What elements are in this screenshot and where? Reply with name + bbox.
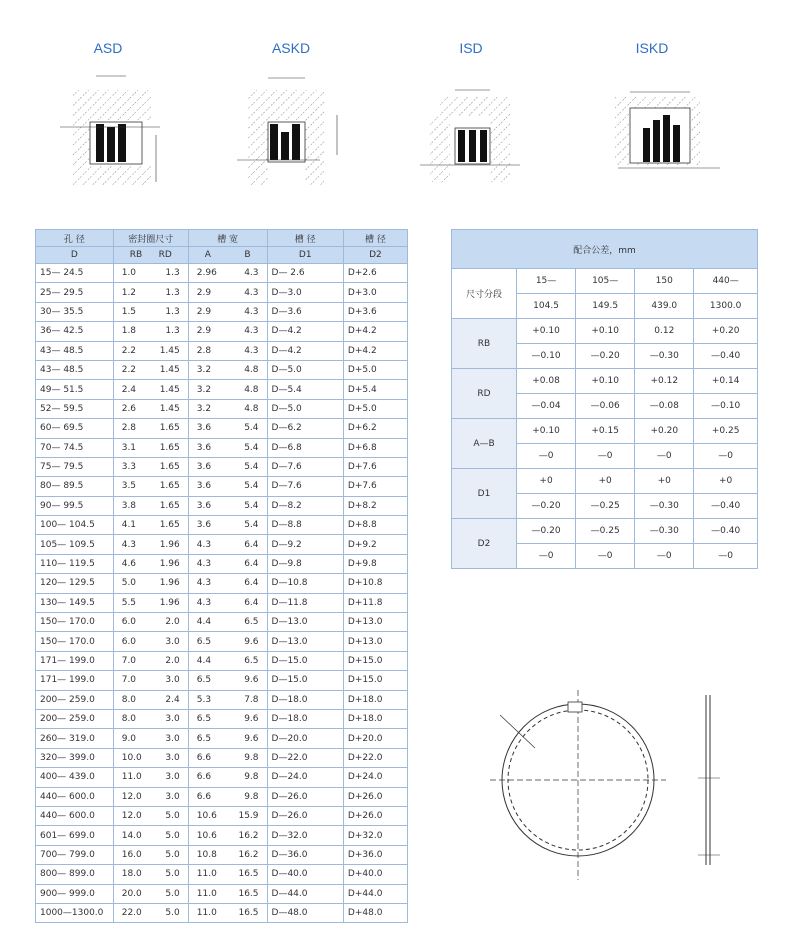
cell-seal: 8.0 2.4 xyxy=(113,690,188,709)
cell-d1: D—8.8 xyxy=(267,516,343,535)
cell-hole: 440— 600.0 xyxy=(36,787,114,806)
ring-side-view xyxy=(696,690,726,890)
tolerance-upper: +0.20 xyxy=(635,419,694,444)
cell-groove-width: 11.0 16.5 xyxy=(188,903,267,922)
table-row xyxy=(36,748,408,767)
cell-hole: 150— 170.0 xyxy=(36,613,114,632)
table-row xyxy=(36,535,408,554)
cell-groove-width: 6.6 9.8 xyxy=(188,768,267,787)
tolerance-lower: —0 xyxy=(694,444,758,469)
cell-seal: 16.0 5.0 xyxy=(113,845,188,864)
cell-seal: 12.0 3.0 xyxy=(113,787,188,806)
tolerance-upper: +0.10 xyxy=(576,319,635,344)
cell-hole: 200— 259.0 xyxy=(36,709,114,728)
tolerance-lower: —0 xyxy=(517,544,576,569)
cell-d1: D—3.0 xyxy=(267,283,343,302)
cell-hole: 43— 48.5 xyxy=(36,341,114,360)
cell-groove-width: 3.2 4.8 xyxy=(188,399,267,418)
cell-hole: 171— 199.0 xyxy=(36,671,114,690)
cell-d1: D—26.0 xyxy=(267,787,343,806)
cell-d2: D+13.0 xyxy=(343,632,407,651)
tolerance-upper: +0.20 xyxy=(694,319,758,344)
size-range-label: 尺寸分段 xyxy=(452,269,517,319)
table-row xyxy=(36,709,408,728)
ring-diagram xyxy=(480,680,710,900)
tolerance-upper: +0.14 xyxy=(694,369,758,394)
cell-hole: 80— 89.5 xyxy=(36,477,114,496)
tolerance-upper: —0.30 xyxy=(635,519,694,544)
cell-seal: 5.0 1.96 xyxy=(113,574,188,593)
cell-d1: D—4.2 xyxy=(267,341,343,360)
cell-seal: 2.4 1.45 xyxy=(113,380,188,399)
cell-groove-width: 6.5 9.6 xyxy=(188,632,267,651)
tolerance-row-label: RD xyxy=(452,369,517,419)
tolerance-title: 配合公差，mm xyxy=(452,230,758,269)
cell-seal: 4.1 1.65 xyxy=(113,516,188,535)
tolerance-row xyxy=(452,419,758,444)
cell-seal: 3.8 1.65 xyxy=(113,496,188,515)
tolerance-upper: +0 xyxy=(635,469,694,494)
cell-seal: 4.3 1.96 xyxy=(113,535,188,554)
cell-d2: D+8.2 xyxy=(343,496,407,515)
cell-hole: 260— 319.0 xyxy=(36,729,114,748)
tolerance-row-label: D1 xyxy=(452,469,517,519)
cell-groove-width: 6.5 9.6 xyxy=(188,671,267,690)
tolerance-lower: —0 xyxy=(517,444,576,469)
cell-hole: 100— 104.5 xyxy=(36,516,114,535)
tolerance-lower: —0.25 xyxy=(576,494,635,519)
cell-groove-width: 3.6 5.4 xyxy=(188,516,267,535)
cell-d2: D+4.2 xyxy=(343,322,407,341)
cell-d2: D+5.0 xyxy=(343,399,407,418)
header-hole-sub: D xyxy=(36,247,114,264)
tolerance-lower: —0.04 xyxy=(517,394,576,419)
tolerance-row-label: D2 xyxy=(452,519,517,569)
cell-d2: D+36.0 xyxy=(343,845,407,864)
table-row xyxy=(36,438,408,457)
tolerance-row-label: RB xyxy=(452,319,517,369)
cell-d1: D—26.0 xyxy=(267,806,343,825)
cell-groove-width: 3.2 4.8 xyxy=(188,380,267,399)
table-row xyxy=(36,729,408,748)
table-row xyxy=(36,845,408,864)
cell-groove-width: 10.6 15.9 xyxy=(188,806,267,825)
cell-d1: D—40.0 xyxy=(267,865,343,884)
cell-d1: D—13.0 xyxy=(267,613,343,632)
table-row xyxy=(36,419,408,438)
cell-hole: 36— 42.5 xyxy=(36,322,114,341)
table-row xyxy=(36,768,408,787)
cell-d2: D+5.4 xyxy=(343,380,407,399)
header-seal-sub: RB RD xyxy=(113,247,188,264)
cell-groove-width: 10.8 16.2 xyxy=(188,845,267,864)
cell-d1: D—5.4 xyxy=(267,380,343,399)
cell-d1: D—32.0 xyxy=(267,826,343,845)
tolerance-row xyxy=(452,519,758,544)
isd-diagram xyxy=(420,90,520,182)
table-row xyxy=(36,806,408,825)
tolerance-row-label: A—B xyxy=(452,419,517,469)
cell-hole: 130— 149.5 xyxy=(36,593,114,612)
header-groove-width: 槽 宽 xyxy=(188,230,267,247)
cell-hole: 110— 119.5 xyxy=(36,554,114,573)
cell-groove-width: 6.6 9.8 xyxy=(188,787,267,806)
cell-seal: 2.8 1.65 xyxy=(113,419,188,438)
header-groove-width-sub: A B xyxy=(188,247,267,264)
cell-d2: D+44.0 xyxy=(343,884,407,903)
asd-diagram xyxy=(60,76,160,185)
cell-seal: 14.0 5.0 xyxy=(113,826,188,845)
tolerance-lower: —0.10 xyxy=(517,344,576,369)
table-row xyxy=(36,360,408,379)
cell-hole: 200— 259.0 xyxy=(36,690,114,709)
cell-d1: D—4.2 xyxy=(267,322,343,341)
cell-groove-width: 2.9 4.3 xyxy=(188,302,267,321)
cell-hole: 900— 999.0 xyxy=(36,884,114,903)
cell-seal: 9.0 3.0 xyxy=(113,729,188,748)
tolerance-lower: —0.10 xyxy=(694,394,758,419)
cell-seal: 11.0 3.0 xyxy=(113,768,188,787)
tolerance-lower: —0.30 xyxy=(635,344,694,369)
cell-hole: 700— 799.0 xyxy=(36,845,114,864)
table-row xyxy=(36,574,408,593)
tolerance-upper: +0.15 xyxy=(576,419,635,444)
tolerance-lower: —0.40 xyxy=(694,494,758,519)
cell-d1: D—22.0 xyxy=(267,748,343,767)
tolerance-upper: —0.20 xyxy=(517,519,576,544)
cell-d1: D—9.2 xyxy=(267,535,343,554)
cell-seal: 3.5 1.65 xyxy=(113,477,188,496)
cell-hole: 800— 899.0 xyxy=(36,865,114,884)
cell-seal: 8.0 3.0 xyxy=(113,709,188,728)
cell-d2: D+32.0 xyxy=(343,826,407,845)
cell-d1: D—48.0 xyxy=(267,903,343,922)
table-row xyxy=(36,613,408,632)
header-d2: D2 xyxy=(343,247,407,264)
cell-d2: D+26.0 xyxy=(343,787,407,806)
cell-groove-width: 3.6 5.4 xyxy=(188,457,267,476)
cell-d1: D—11.8 xyxy=(267,593,343,612)
tolerance-lower: —0 xyxy=(576,544,635,569)
range-bottom: 149.5 xyxy=(576,294,635,319)
cell-groove-width: 3.2 4.8 xyxy=(188,360,267,379)
cell-d1: D—13.0 xyxy=(267,632,343,651)
tolerance-row xyxy=(452,319,758,344)
table-row xyxy=(36,322,408,341)
cell-hole: 30— 35.5 xyxy=(36,302,114,321)
header-groove-dia-2: 槽 径 xyxy=(343,230,407,247)
iskd-diagram xyxy=(615,92,720,168)
range-top: 15— xyxy=(517,269,576,294)
tolerance-upper: —0.25 xyxy=(576,519,635,544)
table-row xyxy=(36,496,408,515)
cell-groove-width: 4.3 6.4 xyxy=(188,593,267,612)
table-row xyxy=(36,865,408,884)
tolerance-upper: +0.08 xyxy=(517,369,576,394)
cell-seal: 3.3 1.65 xyxy=(113,457,188,476)
cell-d2: D+2.6 xyxy=(343,264,407,283)
cell-d1: D—7.6 xyxy=(267,477,343,496)
cell-d2: D+3.0 xyxy=(343,283,407,302)
table-row xyxy=(36,302,408,321)
cell-groove-width: 2.8 4.3 xyxy=(188,341,267,360)
cell-groove-width: 10.6 16.2 xyxy=(188,826,267,845)
cell-groove-width: 4.3 6.4 xyxy=(188,574,267,593)
cell-d1: D—20.0 xyxy=(267,729,343,748)
table-row xyxy=(36,264,408,283)
tolerance-lower: —0 xyxy=(576,444,635,469)
tolerance-lower: —0.40 xyxy=(694,344,758,369)
range-bottom: 439.0 xyxy=(635,294,694,319)
cell-d2: D+9.8 xyxy=(343,554,407,573)
range-top: 150 xyxy=(635,269,694,294)
cell-d1: D—5.0 xyxy=(267,360,343,379)
cell-seal: 7.0 3.0 xyxy=(113,671,188,690)
cell-seal: 4.6 1.96 xyxy=(113,554,188,573)
cell-seal: 2.6 1.45 xyxy=(113,399,188,418)
tolerance-upper: +0.12 xyxy=(635,369,694,394)
cell-d2: D+18.0 xyxy=(343,709,407,728)
cell-d2: D+15.0 xyxy=(343,651,407,670)
table-row xyxy=(36,651,408,670)
cell-d2: D+20.0 xyxy=(343,729,407,748)
cell-seal: 3.1 1.65 xyxy=(113,438,188,457)
cell-groove-width: 4.4 6.5 xyxy=(188,613,267,632)
tolerance-table xyxy=(451,229,758,569)
cell-d1: D—24.0 xyxy=(267,768,343,787)
tolerance-upper: +0.10 xyxy=(517,419,576,444)
cell-hole: 601— 699.0 xyxy=(36,826,114,845)
range-top: 440— xyxy=(694,269,758,294)
cell-d2: D+7.6 xyxy=(343,457,407,476)
cell-hole: 25— 29.5 xyxy=(36,283,114,302)
cell-hole: 52— 59.5 xyxy=(36,399,114,418)
cell-d1: D—36.0 xyxy=(267,845,343,864)
seal-diagrams xyxy=(0,0,800,200)
tolerance-lower: —0 xyxy=(635,544,694,569)
tolerance-upper: +0.25 xyxy=(694,419,758,444)
cell-hole: 105— 109.5 xyxy=(36,535,114,554)
tolerance-upper: —0.40 xyxy=(694,519,758,544)
cell-d2: D+13.0 xyxy=(343,613,407,632)
cell-d2: D+8.8 xyxy=(343,516,407,535)
table-row xyxy=(36,457,408,476)
cell-d2: D+11.8 xyxy=(343,593,407,612)
tolerance-upper: +0 xyxy=(694,469,758,494)
table-row xyxy=(36,477,408,496)
diagram-title-isd: ISD xyxy=(459,40,483,56)
cell-hole: 440— 600.0 xyxy=(36,806,114,825)
cell-d1: D—9.8 xyxy=(267,554,343,573)
table-row xyxy=(36,593,408,612)
cell-seal: 6.0 2.0 xyxy=(113,613,188,632)
cell-seal: 12.0 5.0 xyxy=(113,806,188,825)
cell-seal: 1.8 1.3 xyxy=(113,322,188,341)
header-d1: D1 xyxy=(267,247,343,264)
tolerance-upper: +0.10 xyxy=(517,319,576,344)
cell-hole: 320— 399.0 xyxy=(36,748,114,767)
table-row xyxy=(36,341,408,360)
cell-groove-width: 5.3 7.8 xyxy=(188,690,267,709)
tolerance-upper: 0.12 xyxy=(635,319,694,344)
cell-d1: D—10.8 xyxy=(267,574,343,593)
cell-d2: D+22.0 xyxy=(343,748,407,767)
cell-seal: 18.0 5.0 xyxy=(113,865,188,884)
cell-seal: 10.0 3.0 xyxy=(113,748,188,767)
tolerance-lower: —0.30 xyxy=(635,494,694,519)
cell-d1: D— 2.6 xyxy=(267,264,343,283)
cell-d1: D—18.0 xyxy=(267,690,343,709)
cell-hole: 15— 24.5 xyxy=(36,264,114,283)
cell-seal: 2.2 1.45 xyxy=(113,341,188,360)
cell-d2: D+15.0 xyxy=(343,671,407,690)
cell-d1: D—5.0 xyxy=(267,399,343,418)
cell-seal: 2.2 1.45 xyxy=(113,360,188,379)
askd-diagram xyxy=(237,78,337,185)
tolerance-lower: —0.08 xyxy=(635,394,694,419)
tolerance-upper: +0 xyxy=(576,469,635,494)
cell-groove-width: 6.6 9.8 xyxy=(188,748,267,767)
tolerance-lower: —0.06 xyxy=(576,394,635,419)
cell-groove-width: 3.6 5.4 xyxy=(188,477,267,496)
cell-d1: D—8.2 xyxy=(267,496,343,515)
table-row xyxy=(36,671,408,690)
table-row xyxy=(36,632,408,651)
diagram-title-askd: ASKD xyxy=(271,40,311,56)
cell-groove-width: 6.5 9.6 xyxy=(188,709,267,728)
table-row xyxy=(36,787,408,806)
cell-d2: D+3.6 xyxy=(343,302,407,321)
cell-d2: D+6.8 xyxy=(343,438,407,457)
cell-hole: 70— 74.5 xyxy=(36,438,114,457)
diagram-title-asd: ASD xyxy=(93,40,123,56)
cell-groove-width: 4.3 6.4 xyxy=(188,554,267,573)
cell-groove-width: 3.6 5.4 xyxy=(188,438,267,457)
cell-hole: 90— 99.5 xyxy=(36,496,114,515)
cell-seal: 1.5 1.3 xyxy=(113,302,188,321)
cell-groove-width: 2.9 4.3 xyxy=(188,322,267,341)
cell-d1: D—44.0 xyxy=(267,884,343,903)
header-seal: 密封圈尺寸 xyxy=(113,230,188,247)
cell-groove-width: 2.96 4.3 xyxy=(188,264,267,283)
cell-d2: D+26.0 xyxy=(343,806,407,825)
cell-seal: 5.5 1.96 xyxy=(113,593,188,612)
tolerance-lower: —0.20 xyxy=(576,344,635,369)
cell-groove-width: 2.9 4.3 xyxy=(188,283,267,302)
range-bottom: 104.5 xyxy=(517,294,576,319)
cell-seal: 20.0 5.0 xyxy=(113,884,188,903)
cell-d2: D+48.0 xyxy=(343,903,407,922)
table-row xyxy=(36,380,408,399)
header-hole: 孔 径 xyxy=(36,230,114,247)
table-row xyxy=(36,884,408,903)
cell-d2: D+9.2 xyxy=(343,535,407,554)
cell-groove-width: 4.3 6.4 xyxy=(188,535,267,554)
tolerance-upper: +0.10 xyxy=(576,369,635,394)
cell-d1: D—3.6 xyxy=(267,302,343,321)
table-row xyxy=(36,554,408,573)
diagram-title-iskd: ISKD xyxy=(635,40,669,56)
cell-hole: 43— 48.5 xyxy=(36,360,114,379)
tolerance-row xyxy=(452,369,758,394)
tolerance-lower: —0 xyxy=(694,544,758,569)
cell-d2: D+6.2 xyxy=(343,419,407,438)
table-row xyxy=(36,690,408,709)
cell-hole: 60— 69.5 xyxy=(36,419,114,438)
cell-d1: D—7.6 xyxy=(267,457,343,476)
table-row xyxy=(36,903,408,922)
cell-d2: D+24.0 xyxy=(343,768,407,787)
header-groove-dia-1: 槽 径 xyxy=(267,230,343,247)
table-row xyxy=(36,516,408,535)
tolerance-lower: —0.20 xyxy=(517,494,576,519)
cell-hole: 120— 129.5 xyxy=(36,574,114,593)
cell-d2: D+5.0 xyxy=(343,360,407,379)
cell-d1: D—6.8 xyxy=(267,438,343,457)
range-bottom: 1300.0 xyxy=(694,294,758,319)
cell-hole: 49— 51.5 xyxy=(36,380,114,399)
cell-d1: D—6.2 xyxy=(267,419,343,438)
tolerance-lower: —0 xyxy=(635,444,694,469)
table-row xyxy=(36,399,408,418)
cell-groove-width: 11.0 16.5 xyxy=(188,865,267,884)
tolerance-row xyxy=(452,469,758,494)
cell-seal: 22.0 5.0 xyxy=(113,903,188,922)
cell-d2: D+10.8 xyxy=(343,574,407,593)
cell-hole: 75— 79.5 xyxy=(36,457,114,476)
cell-groove-width: 11.0 16.5 xyxy=(188,884,267,903)
cell-hole: 400— 439.0 xyxy=(36,768,114,787)
range-top: 105— xyxy=(576,269,635,294)
cell-groove-width: 3.6 5.4 xyxy=(188,496,267,515)
cell-seal: 1.0 1.3 xyxy=(113,264,188,283)
cell-seal: 1.2 1.3 xyxy=(113,283,188,302)
cell-groove-width: 6.5 9.6 xyxy=(188,729,267,748)
table-row xyxy=(36,826,408,845)
tolerance-upper: +0 xyxy=(517,469,576,494)
cell-hole: 1000—1300.0 xyxy=(36,903,114,922)
cell-d1: D—18.0 xyxy=(267,709,343,728)
size-table xyxy=(35,229,408,923)
cell-d2: D+4.2 xyxy=(343,341,407,360)
cell-d2: D+18.0 xyxy=(343,690,407,709)
table-row xyxy=(36,283,408,302)
cell-d1: D—15.0 xyxy=(267,671,343,690)
cell-groove-width: 4.4 6.5 xyxy=(188,651,267,670)
cell-d2: D+7.6 xyxy=(343,477,407,496)
cell-groove-width: 3.6 5.4 xyxy=(188,419,267,438)
cell-seal: 6.0 3.0 xyxy=(113,632,188,651)
cell-d2: D+40.0 xyxy=(343,865,407,884)
cell-seal: 7.0 2.0 xyxy=(113,651,188,670)
cell-d1: D—15.0 xyxy=(267,651,343,670)
cell-hole: 150— 170.0 xyxy=(36,632,114,651)
cell-hole: 171— 199.0 xyxy=(36,651,114,670)
